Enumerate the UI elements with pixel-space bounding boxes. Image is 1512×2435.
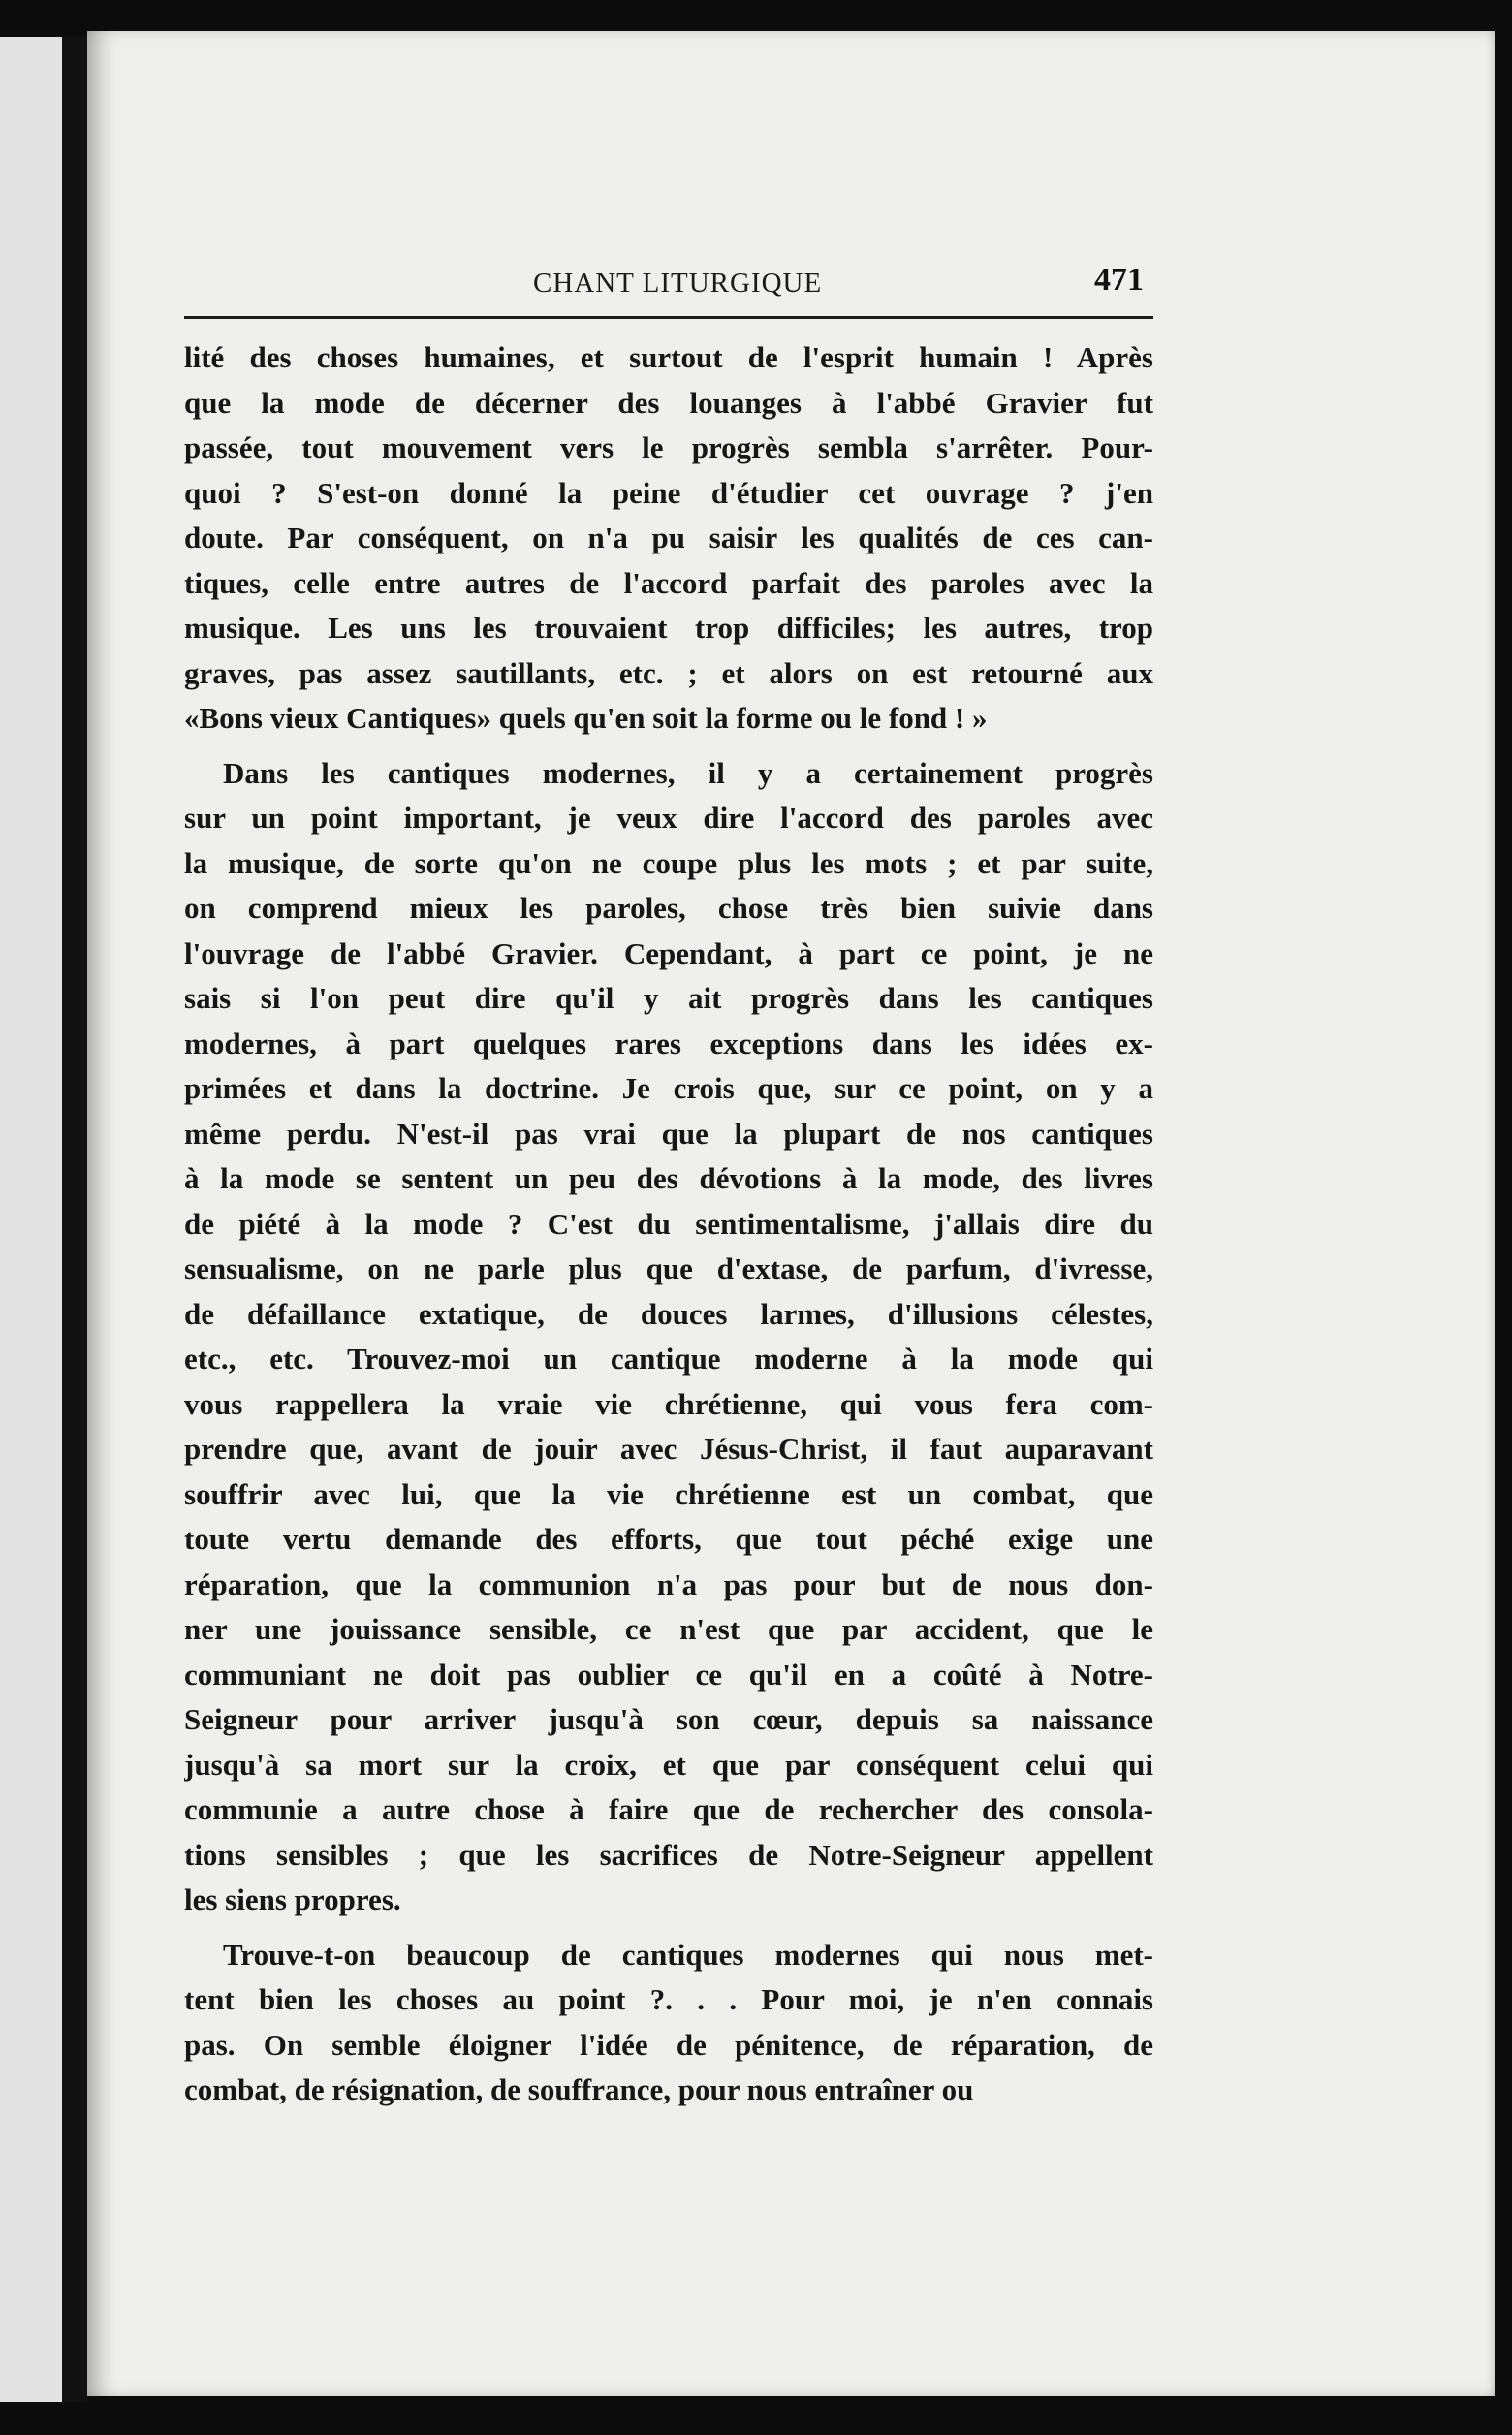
- text-line: quoi ? S'est-on donné la peine d'étudier cet ouvrage ? j'en: [184, 475, 1153, 510]
- text-line: vous rappellera la vraie vie chrétienne, qui vous fera com-: [184, 1386, 1153, 1421]
- header-rule: [184, 316, 1153, 319]
- text-line: Dans les cantiques modernes, il y a certainement progrès: [223, 755, 1153, 790]
- text-line: pas. On semble éloigner l'idée de pénitence, de réparation, de: [184, 2027, 1153, 2062]
- paragraph-gap: [184, 1923, 1153, 1933]
- text-line: à la mode se sentent un peu des dévotions à la mode, des livres: [184, 1161, 1153, 1195]
- text-line: on comprend mieux les paroles, chose très bien suivie dans: [184, 891, 1153, 925]
- paragraph: [184, 751, 1153, 1923]
- text-line: sur un point important, je veux dire l'accord des paroles avec: [184, 801, 1153, 835]
- text-line: même perdu. N'est-il pas vrai que la plupart de nos cantiques: [184, 1116, 1153, 1151]
- page-header: [184, 262, 1144, 308]
- text-line: passée, tout mouvement vers le progrès sembla s'arrêter. Pour-: [184, 430, 1153, 464]
- text-line: que la mode de décerner des louanges à l'abbé Gravier fut: [184, 385, 1153, 420]
- text-line: toute vertu demande des efforts, que tout péché exige une: [184, 1522, 1153, 1556]
- text-line: la musique, de sorte qu'on ne coupe plus les mots ; et par suite,: [184, 845, 1153, 880]
- text-line: primées et dans la doctrine. Je crois que, sur ce point, on y a: [184, 1071, 1153, 1105]
- paragraph-gap: [184, 742, 1153, 751]
- text-line: etc., etc. Trouvez-moi un cantique moderne à la mode qui: [184, 1342, 1153, 1376]
- running-title: CHANT LITURGIQUE: [533, 268, 823, 299]
- text-line: modernes, à part quelques rares exceptions dans les idées ex-: [184, 1026, 1153, 1060]
- text-line: combat, de résignation, de souffrance, pour nous entraîner ou: [184, 2072, 974, 2106]
- body-text: [184, 335, 1153, 2113]
- paragraph: [184, 335, 1153, 742]
- page-number: 471: [1094, 262, 1144, 298]
- text-line: doute. Par conséquent, on n'a pu saisir les qualités de ces can-: [184, 521, 1153, 554]
- text-line: ner une jouissance sensible, ce n'est que par accident, que le: [184, 1612, 1153, 1646]
- text-line: communiant ne doit pas oublier ce qu'il en a coûté à Notre-: [184, 1657, 1153, 1692]
- text-line: de défaillance extatique, de douces larmes, d'illusions célestes,: [184, 1296, 1153, 1331]
- text-line: les siens propres.: [184, 1882, 401, 1916]
- text-line: graves, pas assez sautillants, etc. ; et alors on est retourné aux: [184, 655, 1153, 690]
- text-line: tent bien les choses au point ?. . . Pour moi, je n'en connais: [184, 1982, 1153, 2016]
- paragraph: [184, 1933, 1153, 2113]
- text-line: Seigneur pour arriver jusqu'à son cœur, depuis sa naissance: [184, 1702, 1153, 1736]
- text-line: l'ouvrage de l'abbé Gravier. Cependant, à part ce point, je ne: [184, 935, 1153, 970]
- text-line: réparation, que la communion n'a pas pour but de nous don-: [184, 1566, 1153, 1601]
- text-line: sensualisme, on ne parle plus que d'extase, de parfum, d'ivresse,: [184, 1251, 1153, 1285]
- book-gutter: [62, 37, 87, 2402]
- text-line: communie a autre chose à faire que de rechercher des consola-: [184, 1792, 1153, 1826]
- text-line: tions sensibles ; que les sacrifices de Notre-Seigneur appellent: [184, 1837, 1153, 1872]
- text-line: tiques, celle entre autres de l'accord parfait des paroles avec la: [184, 565, 1153, 600]
- text-line: Trouve-t-on beaucoup de cantiques modernes qui nous met-: [223, 1937, 1153, 1972]
- text-line: sais si l'on peut dire qu'il y ait progrès dans les cantiques: [184, 981, 1153, 1015]
- text-line: lité des choses humaines, et surtout de l'esprit humain ! Après: [184, 340, 1153, 374]
- text-line: souffrir avec lui, que la vie chrétienne est un combat, que: [184, 1476, 1153, 1511]
- facing-page-edge: [0, 37, 62, 2402]
- text-line: «Bons vieux Cantiques» quels qu'en soit la forme ou le fond ! »: [184, 701, 988, 735]
- text-line: jusqu'à sa mort sur la croix, et que par conséquent celui qui: [184, 1747, 1153, 1782]
- text-line: de piété à la mode ? C'est du sentimentalisme, j'allais dire du: [184, 1206, 1153, 1241]
- text-line: prendre que, avant de jouir avec Jésus-Christ, il faut auparavant: [184, 1432, 1153, 1466]
- text-line: musique. Les uns les trouvaient trop difficiles; les autres, trop: [184, 611, 1153, 645]
